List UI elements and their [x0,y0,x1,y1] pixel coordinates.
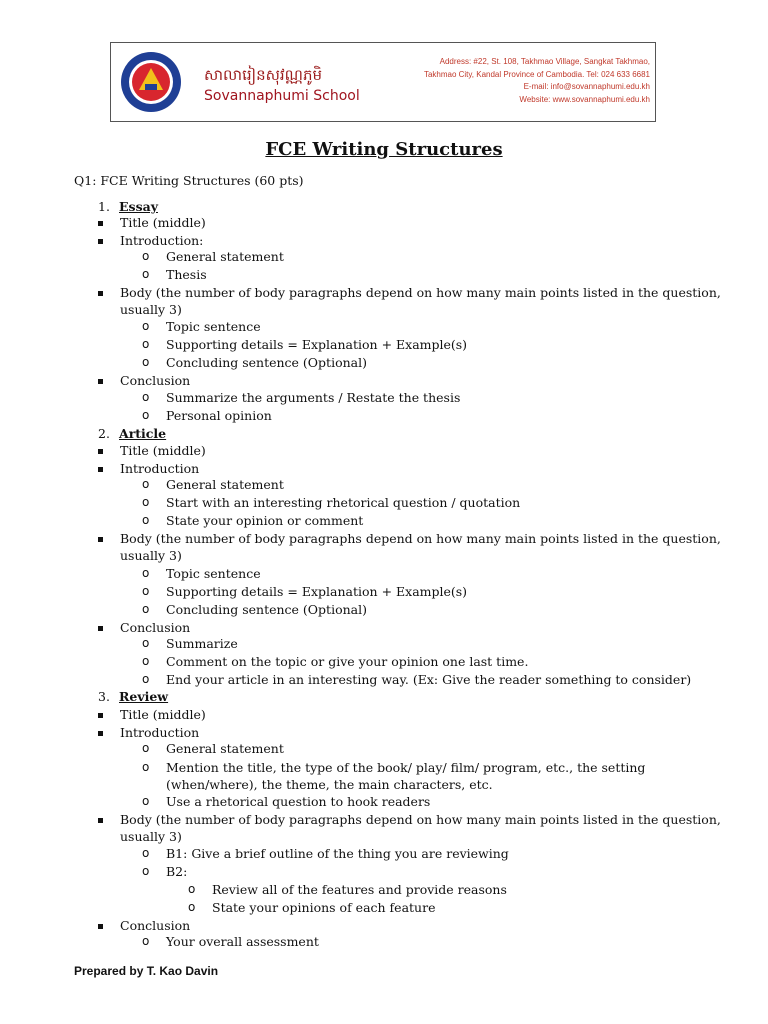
list-item: usually 3) [120,829,182,844]
list-item: usually 3) [120,302,182,317]
author-footer: Prepared by T. Kao Davin [74,964,219,978]
list-item: Conclusion [120,918,191,933]
list-item: (when/where), the theme, the main characters, etc. [166,777,493,792]
square-bullet [98,818,103,823]
circle-bullet: o [142,337,150,351]
section-number: 2. [98,426,110,441]
circle-bullet: o [142,513,150,527]
list-item: Summarize the arguments / Restate the thesis [166,390,461,405]
square-bullet [98,537,103,542]
list-item: usually 3) [120,548,182,563]
circle-bullet: o [142,249,150,263]
list-item: Conclusion [120,373,191,388]
list-item: Body (the number of body paragraphs depend on how many main points listed in the question, [120,285,721,300]
list-item: Personal opinion [166,408,272,423]
list-item: Body (the number of body paragraphs depend on how many main points listed in the question, [120,531,721,546]
square-bullet [98,221,103,226]
square-bullet [98,626,103,631]
square-bullet [98,239,103,244]
list-item: Mention the title, the type of the book/ play/ film/ program, etc., the setting [166,760,646,775]
list-item: Use a rhetorical question to hook readers [166,794,431,809]
list-item: General statement [166,249,284,264]
list-item: Body (the number of body paragraphs depend on how many main points listed in the question, [120,812,721,827]
list-item: Introduction [120,461,200,476]
question-label: Q1: FCE Writing Structures (60 pts) [74,173,304,188]
square-bullet [98,449,103,454]
square-bullet [98,924,103,929]
circle-bullet: o [142,602,150,616]
circle-bullet: o [142,934,150,948]
list-item: B1: Give a brief outline of the thing you are reviewing [166,846,509,861]
list-item: Topic sentence [166,319,261,334]
circle-bullet: o [142,741,150,755]
list-item: Topic sentence [166,566,261,581]
school-address [424,56,650,106]
list-item: Introduction: [120,233,204,248]
circle-bullet: o [142,355,150,369]
list-item: Thesis [166,267,207,282]
list-item: Start with an interesting rhetorical question / quotation [166,495,521,510]
list-item: State your opinions of each feature [212,900,436,915]
list-item: B2: [166,864,188,879]
circle-bullet: o [142,566,150,580]
list-item: Conclusion [120,620,191,635]
square-bullet [98,713,103,718]
circle-bullet: o [142,672,150,686]
section-heading-review: Review [119,689,169,704]
list-item: End your article in an interesting way. (Ex: Give the reader something to consider) [166,672,692,687]
circle-bullet: o [142,846,150,860]
school-name-khmer: សាលារៀនសុវណ្ណភូមិ [204,66,322,84]
circle-bullet: o [142,864,150,878]
circle-bullet: o [188,900,196,914]
section-number: 3. [98,689,110,704]
list-item: Title (middle) [120,443,206,458]
list-item: Supporting details = Explanation + Example(s) [166,337,468,352]
address-line: Address: #22, St. 108, Takhmao Village, Sangkat Takhmao, [439,57,650,66]
circle-bullet: o [142,408,150,422]
section-heading-article: Article [119,426,167,441]
circle-bullet: o [142,495,150,509]
list-item: General statement [166,477,284,492]
square-bullet [98,467,103,472]
list-item: Review all of the features and provide reasons [212,882,507,897]
section-heading-essay: Essay [119,199,158,214]
list-item: Concluding sentence (Optional) [166,602,367,617]
list-item: Supporting details = Explanation + Example(s) [166,584,468,599]
list-item: Title (middle) [120,215,206,230]
square-bullet [98,291,103,296]
square-bullet [98,379,103,384]
square-bullet [98,731,103,736]
circle-bullet: o [188,882,196,896]
circle-bullet: o [142,477,150,491]
school-crest-icon [119,50,183,114]
list-item: Your overall assessment [166,934,319,949]
page-title: FCE Writing Structures [265,139,503,160]
circle-bullet: o [142,794,150,808]
circle-bullet: o [142,760,150,774]
circle-bullet: o [142,267,150,281]
website-line: Website: www.sovannaphumi.edu.kh [519,94,650,104]
address-line: Takhmao City, Kandal Province of Cambodia. Tel: 024 633 6681 [423,69,650,79]
email-line: E-mail: info@sovannaphumi.edu.kh [523,82,650,91]
circle-bullet: o [142,390,150,404]
list-item: Title (middle) [120,707,206,722]
list-item: Concluding sentence (Optional) [166,355,367,370]
circle-bullet: o [142,636,150,650]
circle-bullet: o [142,654,150,668]
section-number: 1. [98,199,110,214]
list-item: State your opinion or comment [166,513,364,528]
list-item: General statement [166,741,284,756]
school-name: Sovannaphumi School [204,88,360,104]
list-item: Introduction [120,725,200,740]
list-item: Summarize [166,636,238,651]
list-item: Comment on the topic or give your opinion one last time. [166,654,529,669]
circle-bullet: o [142,584,150,598]
circle-bullet: o [142,319,150,333]
